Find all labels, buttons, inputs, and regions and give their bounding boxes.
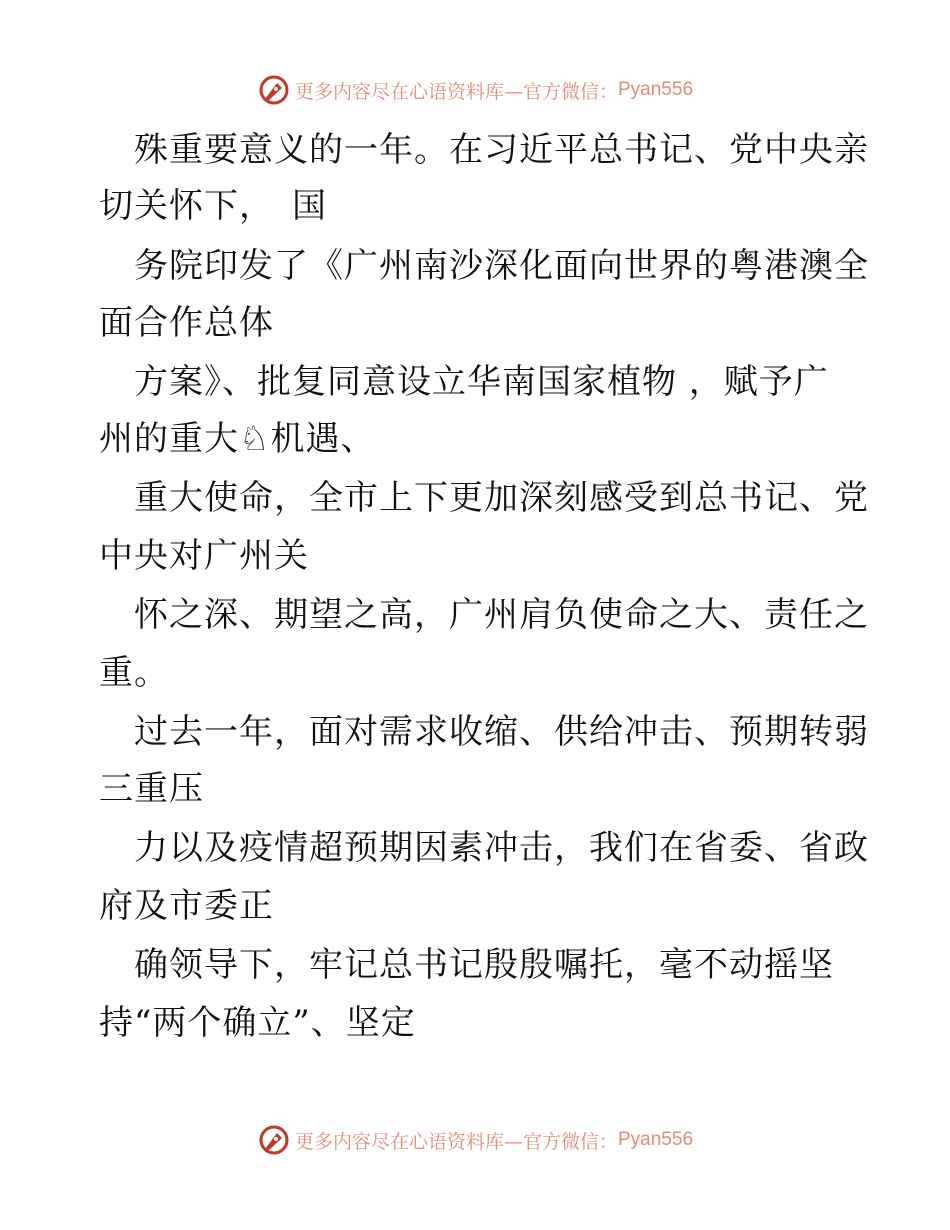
header-watermark (0, 70, 950, 110)
body-line: 力以及疫情超预期因素冲击，我们在省委、省政 (99, 828, 869, 868)
watermark-wechat-id: Pyan556 (618, 1129, 694, 1150)
body-line: 怀之深、期望之高，广州肩负使命之大、责任之 (99, 595, 869, 635)
body-line: 持“两个确立”、坚定 (99, 1003, 416, 1043)
body-line: 过去一年，面对需求收缩、供给冲击、预期转弱 (99, 712, 869, 752)
watermark-wechat-id: Pyan556 (618, 79, 694, 100)
footer-watermark (0, 1120, 950, 1160)
body-line: 重大使命，全市上下更加深刻感受到总书记、党 (99, 478, 869, 518)
watermark-text: 更多内容尽在心语资料库—官方微信： (294, 80, 618, 103)
body-line: 切关怀下， 国 (99, 186, 327, 226)
watermark-text: 更多内容尽在心语资料库—官方微信： (294, 1130, 618, 1153)
body-line: 三重压 (99, 769, 204, 809)
body-line: 州的重大♘机遇、 (99, 419, 376, 459)
body-line: 府及市委正 (99, 886, 274, 926)
body-line: 中央对广州关 (99, 536, 309, 576)
body-line: 殊重要意义的一年。在习近平总书记、党中央亲 (99, 130, 869, 170)
body-line: 确领导下，牢记总书记殷殷嘱托，毫不动摇坚 (99, 945, 834, 985)
body-line: 方案》、批复同意设立华南国家植物 ，赋予广 (99, 362, 829, 402)
pen-nib-logo-icon (257, 73, 291, 107)
body-line: 重。 (99, 653, 169, 693)
body-line: 务院印发了《广州南沙深化面向世界的粤港澳全 (99, 246, 869, 286)
body-line: 面合作总体 (99, 303, 274, 343)
pen-nib-logo-icon (257, 1123, 291, 1157)
